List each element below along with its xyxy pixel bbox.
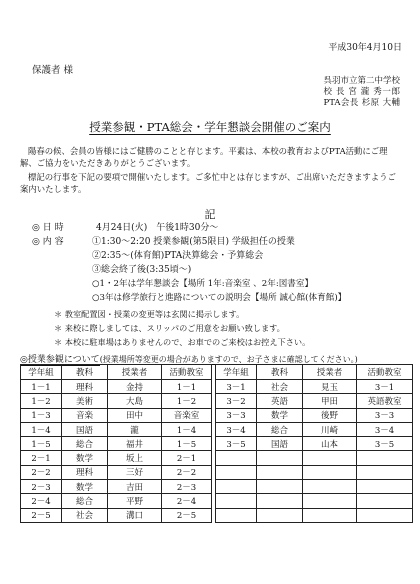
col-header-class: 学年組 — [216, 365, 257, 380]
cell-room: 2－2 — [162, 465, 212, 479]
cell-subject: 数学 — [62, 451, 108, 465]
cell-teacher: 川崎 — [303, 422, 357, 436]
cell-class: 2－1 — [21, 451, 62, 465]
cell-subject: 美術 — [62, 394, 108, 408]
content-item-1: ①1:30～2:20 授業参観(第5限目) 学級担任の授業 — [92, 237, 295, 247]
cell-subject: 数学 — [257, 408, 303, 422]
empty-cell — [216, 465, 257, 479]
document-date: 平成30年4月10日 — [328, 43, 402, 53]
cell-room: 1－4 — [162, 422, 212, 436]
cell-class: 1－3 — [21, 408, 62, 422]
cell-subject: 数学 — [62, 480, 108, 494]
cell-class: 3－3 — [216, 408, 257, 422]
cell-subject: 国語 — [257, 437, 303, 451]
cell-class: 3－5 — [216, 437, 257, 451]
cell-room: 3－5 — [357, 437, 413, 451]
cell-room: 3－4 — [357, 422, 413, 436]
empty-cell — [216, 494, 257, 508]
cell-subject: 社会 — [62, 508, 108, 522]
empty-cell — [303, 465, 357, 479]
table-row — [21, 422, 212, 436]
cell-teacher: 瀧 — [108, 422, 162, 436]
cell-class: 3－2 — [216, 394, 257, 408]
note-1: ＊ 教室配置図・授業の変更等は玄関に掲示します。 — [54, 309, 245, 319]
table-row — [216, 380, 413, 394]
empty-cell — [216, 508, 257, 522]
cell-room: 2－4 — [162, 494, 212, 508]
cell-subject: 総合 — [62, 437, 108, 451]
col-header-subject: 教科 — [257, 365, 303, 380]
cell-teacher: 吉田 — [108, 480, 162, 494]
greeting-paragraph: 陽春の候、会員の皆様にはご健勝のことと存じます。平素は、本校の教育およびPTA活動にご理解、ご協力をいただきありがとうございます。 — [20, 146, 388, 168]
table-row — [216, 394, 413, 408]
body-paragraph: 標記の行事を下記の要項で開催いたします。ご多忙中とは存じますが、ご出席いただきますようご案内いたします。 — [20, 172, 396, 194]
cell-subject: 国語 — [62, 422, 108, 436]
schedule-heading: ◎授業参観について — [20, 355, 100, 365]
col-header-subject: 教科 — [62, 365, 108, 380]
cell-class: 2－4 — [21, 494, 62, 508]
cell-teacher: 坂上 — [108, 451, 162, 465]
cell-class: 1－5 — [21, 437, 62, 451]
cell-class: 1－2 — [21, 394, 62, 408]
table-row-empty — [216, 451, 413, 465]
cell-class: 2－5 — [21, 508, 62, 522]
cell-subject: 理科 — [62, 465, 108, 479]
datetime-value: 4月24日(火) 午後1時30分～ — [96, 223, 219, 233]
cell-subject: 音楽 — [62, 408, 108, 422]
note-2: ＊ 来校に際しましては、スリッパのご用意をお願い致します。 — [54, 323, 285, 333]
cell-teacher: 平野 — [108, 494, 162, 508]
cell-class: 1－4 — [21, 422, 62, 436]
table-row — [216, 437, 413, 451]
cell-teacher: 田中 — [108, 408, 162, 422]
sender-principal: 校 長 宮 瀧 秀一郎 — [323, 87, 400, 97]
sender-block — [323, 76, 400, 109]
cell-subject: 社会 — [257, 380, 303, 394]
schedule-table-left — [20, 364, 212, 523]
empty-cell — [357, 494, 413, 508]
empty-cell — [303, 494, 357, 508]
content-item-2: ②2:35～(体育館)PTA決算総会・予算総会 — [92, 251, 264, 261]
recipient: 保護者 様 — [32, 65, 74, 76]
empty-cell — [357, 465, 413, 479]
cell-room: 1－5 — [162, 437, 212, 451]
cell-subject: 英語 — [257, 394, 303, 408]
cell-teacher: 後野 — [303, 408, 357, 422]
empty-cell — [257, 494, 303, 508]
table-row — [21, 451, 212, 465]
ki-heading: 記 — [204, 208, 216, 221]
cell-teacher: 福井 — [108, 437, 162, 451]
table-header-row — [21, 365, 212, 380]
content-label: ◎ 内 容 — [32, 237, 64, 247]
cell-teacher: 金持 — [108, 380, 162, 394]
cell-teacher: 三好 — [108, 465, 162, 479]
cell-subject: 理科 — [62, 380, 108, 394]
empty-cell — [303, 451, 357, 465]
table-row — [21, 465, 212, 479]
col-header-teacher: 授業者 — [303, 365, 357, 380]
cell-teacher: 山本 — [303, 437, 357, 451]
schedule-note: (授業場所等変更の場合がありますので、お子さまに確認してください。) — [99, 355, 358, 364]
table-row-empty — [216, 480, 413, 494]
table-row — [21, 437, 212, 451]
empty-cell — [257, 451, 303, 465]
cell-room: 2－3 — [162, 480, 212, 494]
content-item-4: ○1・2年は学年懇談会【場所 1年:音楽室 、2年:図書室】 — [92, 279, 314, 289]
cell-subject: 総合 — [257, 422, 303, 436]
col-header-room: 活動教室 — [162, 365, 212, 380]
empty-cell — [357, 480, 413, 494]
sender-school: 呉羽市立第二中学校 — [323, 76, 400, 86]
table-row-empty — [216, 494, 413, 508]
empty-cell — [216, 480, 257, 494]
table-row — [21, 494, 212, 508]
note-3: ＊ 本校に駐車場はありませんので、お車でのご来校はお控え下さい。 — [54, 337, 311, 347]
content-item-5: ○3年は修学旅行と進路についての説明会【場所 誠心館(体育館)】 — [92, 293, 347, 303]
cell-class: 3－4 — [216, 422, 257, 436]
cell-room: 3－3 — [357, 408, 413, 422]
table-row — [21, 380, 212, 394]
table-row — [21, 408, 212, 422]
col-header-room: 活動教室 — [357, 365, 413, 380]
cell-subject: 総合 — [62, 494, 108, 508]
table-row — [21, 394, 212, 408]
cell-class: 1－1 — [21, 380, 62, 394]
cell-room: 英語教室 — [357, 394, 413, 408]
empty-cell — [357, 451, 413, 465]
empty-cell — [257, 465, 303, 479]
cell-teacher: 溝口 — [108, 508, 162, 522]
document-title — [0, 122, 420, 134]
sender-pta: PTA会長 杉原 大輔 — [323, 98, 400, 108]
cell-room: 2－1 — [162, 451, 212, 465]
table-row — [216, 408, 413, 422]
empty-cell — [216, 451, 257, 465]
cell-teacher: 大島 — [108, 394, 162, 408]
table-row — [21, 508, 212, 522]
table-row — [216, 422, 413, 436]
schedule-table-right — [215, 364, 413, 523]
cell-teacher: 甲田 — [303, 394, 357, 408]
datetime-label: ◎ 日 時 — [32, 223, 64, 233]
cell-room: 3－1 — [357, 380, 413, 394]
cell-room: 2－5 — [162, 508, 212, 522]
empty-cell — [303, 508, 357, 522]
document-title-text: 授業参観・PTA総会・学年懇談会開催のご案内 — [89, 120, 331, 134]
cell-class: 3－1 — [216, 380, 257, 394]
table-row-empty — [216, 508, 413, 522]
empty-cell — [357, 508, 413, 522]
cell-room: 1－2 — [162, 394, 212, 408]
empty-cell — [303, 480, 357, 494]
col-header-teacher: 授業者 — [108, 365, 162, 380]
cell-teacher: 見玉 — [303, 380, 357, 394]
table-row-empty — [216, 465, 413, 479]
empty-cell — [257, 480, 303, 494]
cell-class: 2－3 — [21, 480, 62, 494]
col-header-class: 学年組 — [21, 365, 62, 380]
cell-room: 1－1 — [162, 380, 212, 394]
cell-room: 音楽室 — [162, 408, 212, 422]
table-header-row — [216, 365, 413, 380]
cell-class: 2－2 — [21, 465, 62, 479]
content-item-3: ③総会終了後(3:35頃～) — [92, 265, 192, 275]
empty-cell — [257, 508, 303, 522]
table-row — [21, 480, 212, 494]
